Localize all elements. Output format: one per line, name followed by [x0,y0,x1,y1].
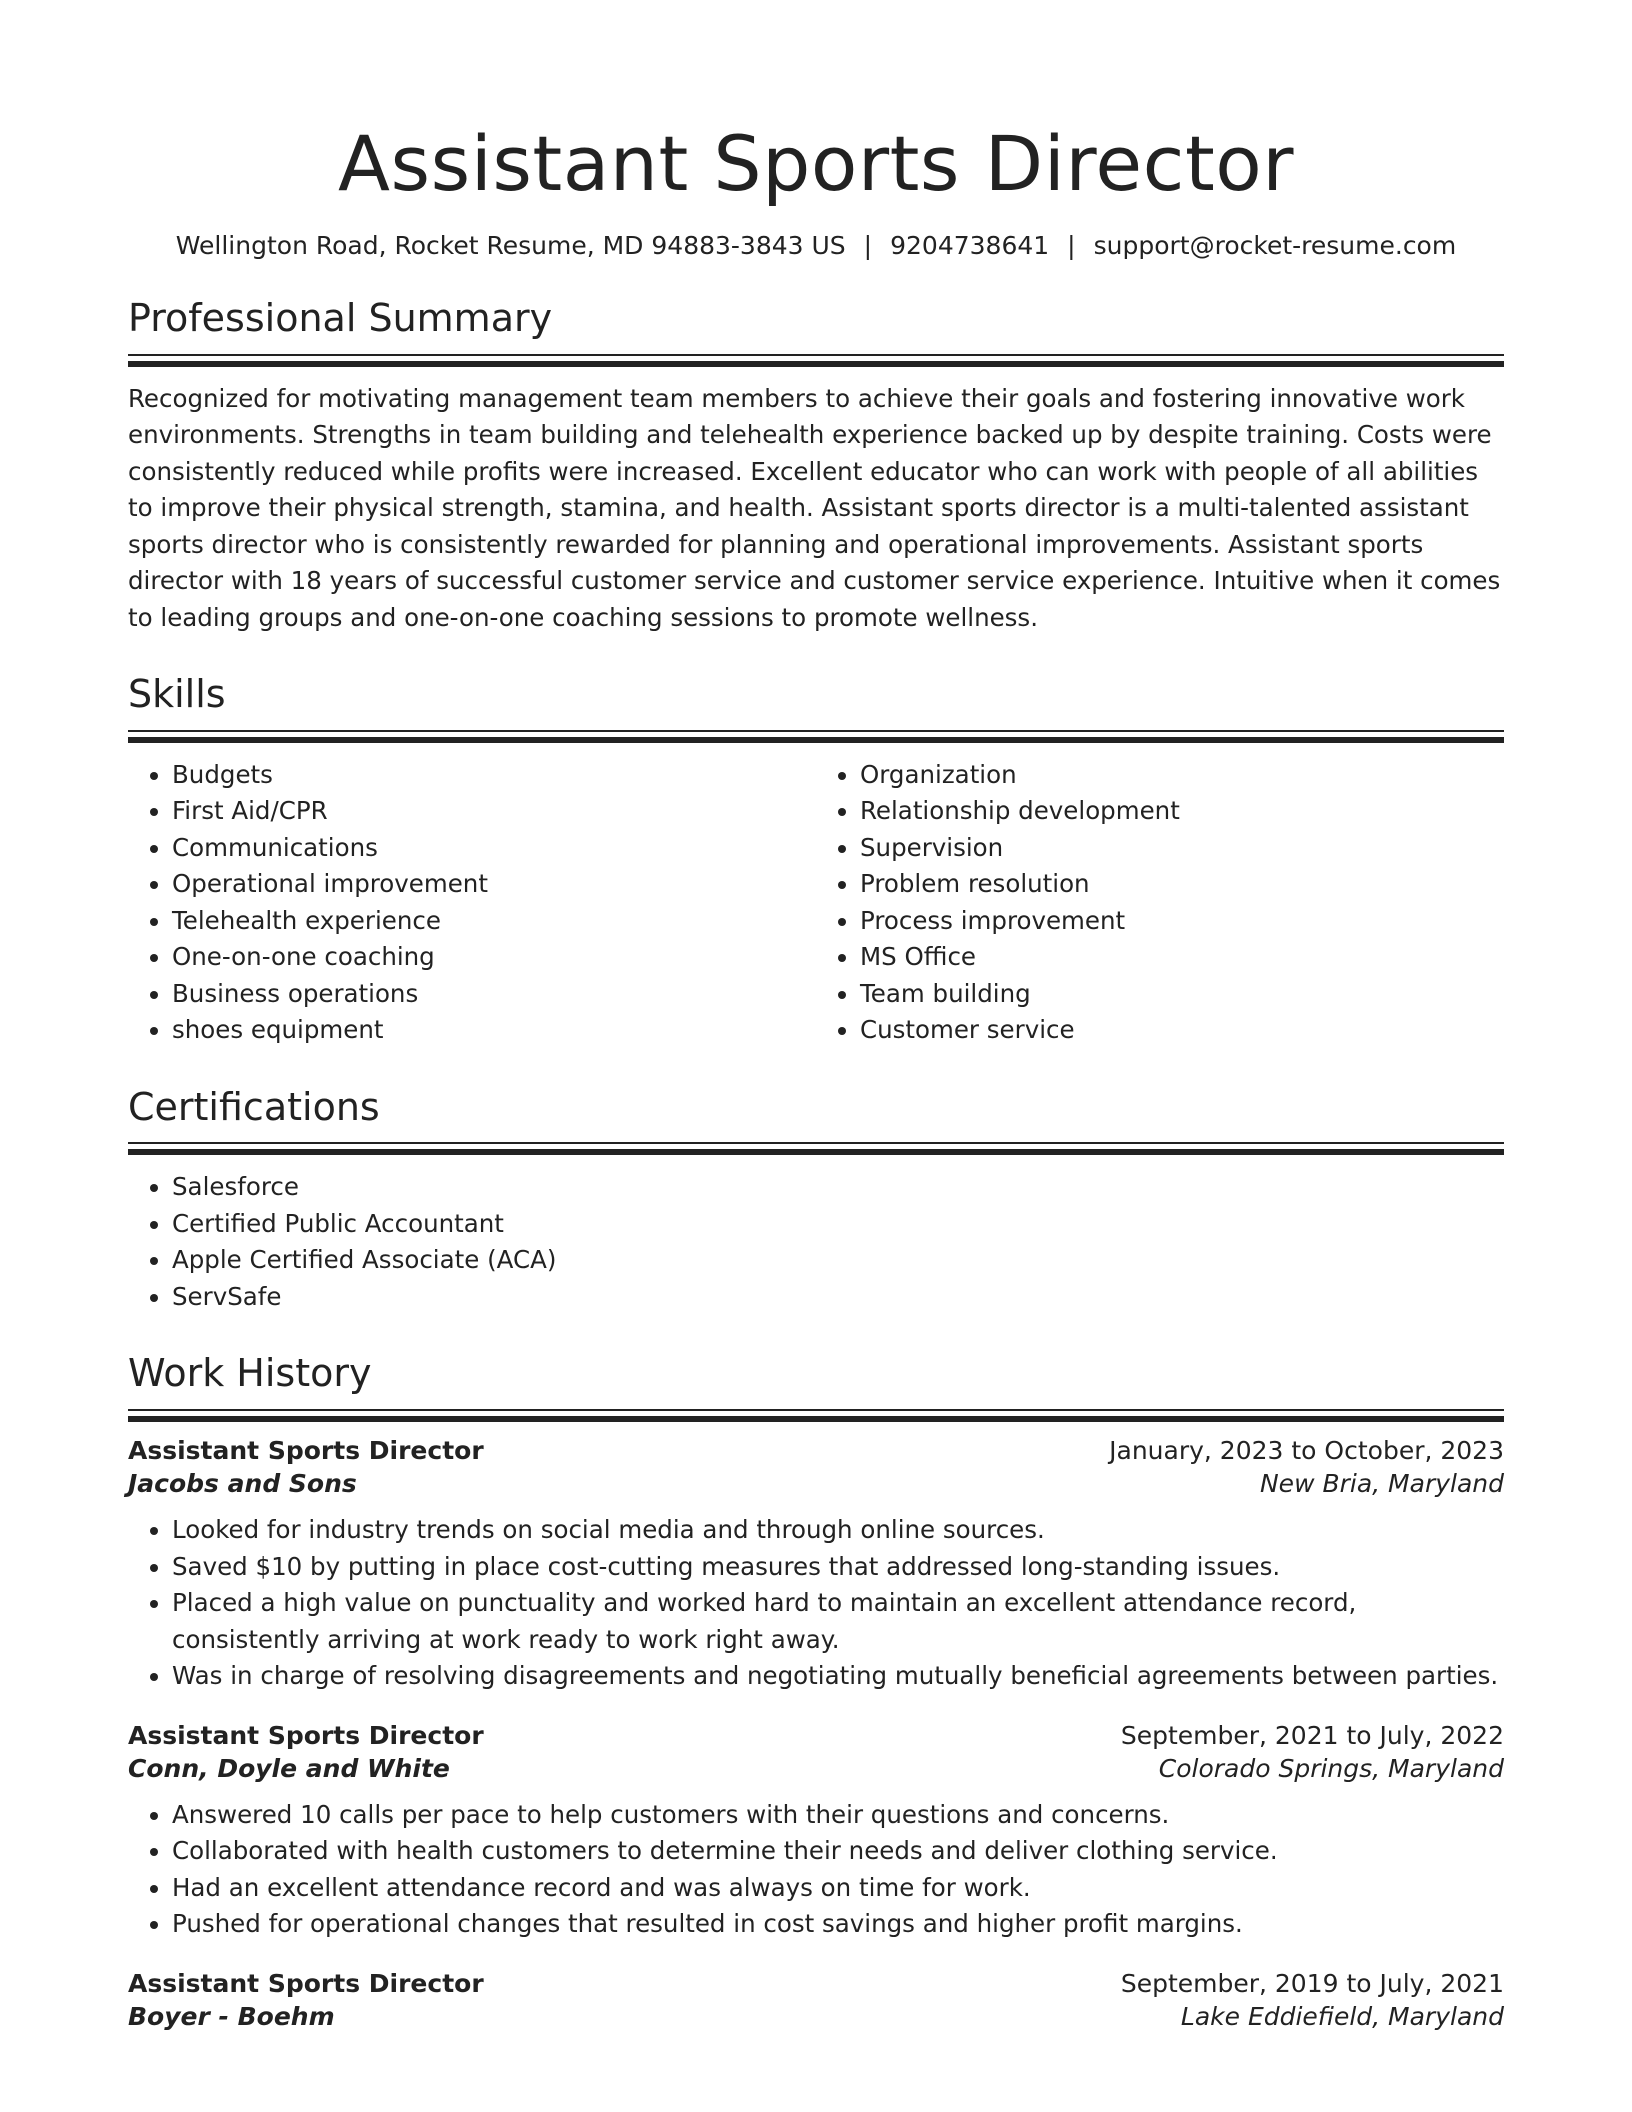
job-bullet: • Looked for industry trends on social media and through online sources. [172,1512,1504,1549]
job-bullet: • Collaborated with health customers to determine their needs and deliver clothing service. [172,1833,1504,1870]
job-subheader [128,1469,1504,1498]
skill-item: • MS Office [860,939,1504,976]
contact-email: support@rocket-resume.com [1093,231,1457,261]
skill-item: • Telehealth experience [172,903,816,940]
skill-item: • Communications [172,830,816,867]
job-company: Boyer - Boehm [128,2001,335,2031]
job-title: Assistant Sports Director [128,1720,484,1750]
summary-section [128,296,1504,636]
job-bullets [128,1797,1504,1943]
job-bullet: • Answered 10 calls per pace to help customers with their questions and concerns. [172,1797,1504,1834]
section-divider [128,730,1504,743]
job-location: Lake Eddiefield, Maryland [1180,2001,1504,2031]
skill-item: • Organization [860,757,1504,794]
skill-item: • Process improvement [860,903,1504,940]
certification-item: • Salesforce [172,1169,1504,1206]
contact-separator: | [1067,231,1076,261]
job-entry [128,1969,1504,2031]
skill-item: • Relationship development [860,793,1504,830]
resume-name: Assistant Sports Director [338,119,1294,208]
job-bullet: • Saved $10 by putting in place cost-cutting measures that addressed long-standing issues. [172,1549,1504,1586]
job-entry [128,1436,1504,1695]
job-header [128,1436,1504,1465]
skills-grid [128,757,1504,1049]
job-location: Colorado Springs, Maryland [1158,1753,1504,1783]
skills-column-right [816,757,1504,1049]
job-dates: September, 2019 to July, 2021 [1120,1968,1504,1998]
skills-list-left [128,757,816,1049]
contact-phone: 9204738641 [890,231,1050,261]
skill-item: • Customer service [860,1012,1504,1049]
skill-item: • One-on-one coaching [172,939,816,976]
job-title: Assistant Sports Director [128,1968,484,1998]
job-location: New Bria, Maryland [1259,1469,1504,1499]
job-header [128,1721,1504,1750]
job-subheader [128,1754,1504,1783]
job-company: Jacobs and Sons [128,1469,357,1499]
skill-item: • Business operations [172,976,816,1013]
skill-item: • Operational improvement [172,866,816,903]
certification-item: • ServSafe [172,1279,1504,1316]
job-bullet: • Placed a high value on punctuality and worked hard to maintain an excellent attendance record, consistently arriving at work ready to work right away. [172,1585,1504,1658]
skill-item: • Team building [860,976,1504,1013]
skills-column-left [128,757,816,1049]
skill-item: • shoes equipment [172,1012,816,1049]
section-title-certifications: Certifications [128,1084,380,1129]
job-company: Conn, Doyle and White [128,1753,450,1783]
skill-item: • Problem resolution [860,866,1504,903]
work-history-section [128,1351,1504,2030]
certification-item: • Certified Public Accountant [172,1206,1504,1243]
job-dates: January, 2023 to October, 2023 [1109,1436,1504,1466]
section-divider [128,1142,1504,1155]
skill-item: • First Aid/CPR [172,793,816,830]
certifications-list [128,1169,1504,1315]
section-title-work-history: Work History [128,1351,372,1396]
job-bullet: • Had an excellent attendance record and was always on time for work. [172,1870,1504,1907]
section-divider [128,354,1504,367]
job-entry [128,1721,1504,1943]
job-bullet: • Pushed for operational changes that resulted in cost savings and higher profit margins. [172,1906,1504,1943]
skills-section [128,672,1504,1049]
contact-address: Wellington Road, Rocket Resume, MD 94883-3843 US [175,231,846,261]
job-title: Assistant Sports Director [128,1436,484,1466]
section-title-skills: Skills [128,672,226,717]
job-dates: September, 2021 to July, 2022 [1120,1720,1504,1750]
certification-item: • Apple Certified Associate (ACA) [172,1242,1504,1279]
section-divider [128,1409,1504,1422]
certifications-section [128,1085,1504,1316]
section-title-summary: Professional Summary [128,296,553,341]
contact-separator: | [863,231,873,261]
skills-list-right [816,757,1504,1049]
skill-item: • Budgets [172,757,816,794]
summary-text: Recognized for motivating management team members to achieve their goals and fostering innovative work environments. Strengths in team building and telehealth experience backed up by despite training. Costs were consistently reduced while profits were increased. Excellent educator who can work with people of all abilities to improve their physical strength, stamina, and health. Assistant sports director is a multi-talented assistant sports director who is consistently rewarded for planning and operational improvements. Assistant sports director with 18 years of successful customer service and customer service experience. Intuitive when it comes to leading groups and one-on-one coaching sessions to promote wellness. [128,383,1501,632]
job-bullets [128,1512,1504,1695]
job-bullet: • Was in charge of resolving disagreements and negotiating mutually beneficial agreements between parties. [172,1658,1504,1695]
skill-item: • Supervision [860,830,1504,867]
job-subheader [128,2002,1504,2031]
contact-line [128,231,1504,260]
job-header [128,1969,1504,1998]
